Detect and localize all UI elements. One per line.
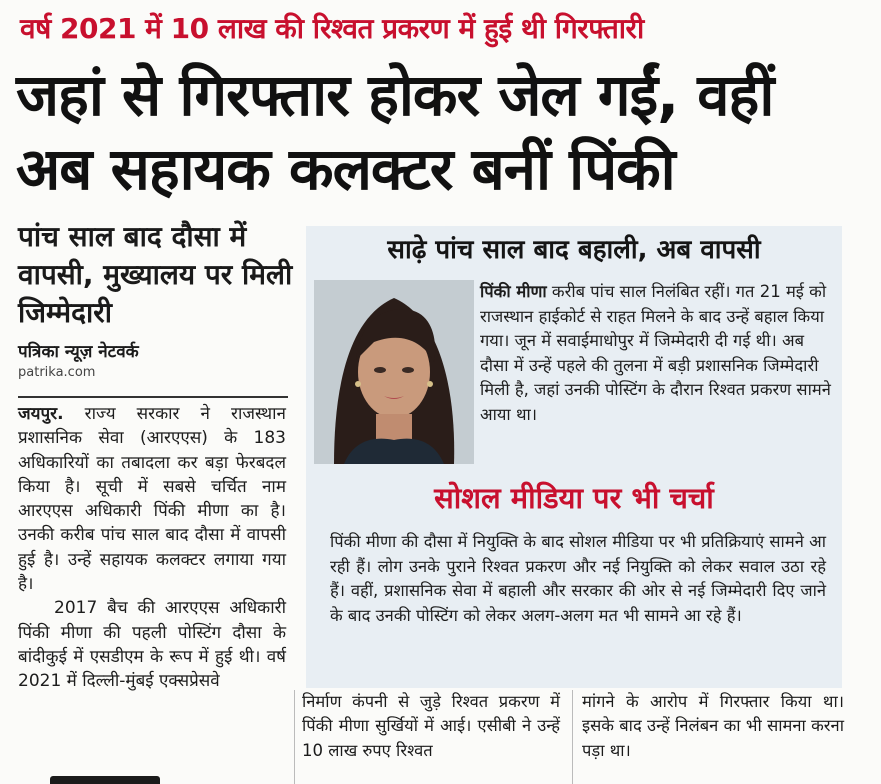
byline-divider: [18, 396, 288, 398]
article-body-column-1: [18, 402, 286, 694]
sidebar-box-name: पिंकी मीणा: [480, 282, 547, 301]
social-media-heading: सोशल मीडिया पर भी चर्चा: [434, 481, 714, 515]
column-divider: [294, 690, 295, 784]
portrait-illustration: [314, 280, 474, 464]
paragraph-2: 2017 बैच की आरएएस अधिकारी पिंकी मीणा की पहली पोस्टिंग दौसा के बांदीकुई में एसडीएम के रूप में हुई थी। वर्ष 2021 में दिल्ली-मुंबई एक्सप्रेसवे: [18, 598, 286, 692]
social-media-text: पिंकी मीणा की दौसा में नियुक्ति के बाद सोशल मीडिया पर भी प्रतिक्रियाएं सामने आ रही हैं। लोग उनके पुराने रिश्वत प्रकरण और नई नियुक्ति को लेकर सवाल उठा रहे हैं। वहीं, प्रशासनिक सेवा में बहाली और सरकार की ओर से नई जिम्मेदारी दिए जाने के बाद उनकी पोस्टिंग को लेकर अलग-अलग मत भी सामने आ रहे हैं।: [330, 532, 826, 625]
byline: [18, 340, 308, 382]
paragraph-1: [18, 402, 286, 596]
kicker-headline: वर्ष 2021 में 10 लाख की रिश्वत प्रकरण में हुई थी गिरफ्तारी: [20, 12, 644, 45]
sidebar-box-title: साढ़े पांच साल बाद बहाली, अब वापसी: [387, 235, 761, 265]
main-headline: [16, 58, 876, 206]
byline-agency: पत्रिका न्यूज़ नेटवर्क: [18, 342, 139, 362]
next-heading-fragment: [50, 776, 160, 784]
portrait-photo: [314, 280, 474, 464]
subheadline: पांच साल बाद दौसा में वापसी, मुख्यालय पर मिली जिम्मेदारी: [18, 220, 293, 329]
article-body-column-3: मांगने के आरोप में गिरफ्तार किया था। इसके बाद उन्हें निलंबन का भी सामना करना पड़ा था।: [582, 692, 844, 760]
dateline: जयपुर.: [18, 404, 64, 424]
headline-line-1: जहां से गिरफ्तार होकर जेल गईं, वहीं: [16, 61, 774, 129]
headline-line-2: अब सहायक कलक्टर बनीं पिंकी: [16, 135, 675, 203]
byline-site: patrika.com: [18, 365, 96, 380]
column-divider: [572, 690, 573, 784]
article-body-column-2: निर्माण कंपनी से जुड़े रिश्वत प्रकरण में पिंकी मीणा सुर्खियों में आई। एसीबी ने उन्हें 10 लाख रुपए रिश्वत: [302, 692, 560, 760]
paragraph-1-text: राज्य सरकार ने राजस्थान प्रशासनिक सेवा (आरएएस) के 183 अधिकारियों का तबादला कर बड़ा फेरबदल किया है। सूची में सबसे चर्चित नाम आरएएस अधिकारी पिंकी मीणा का है। उनकी करीब पांच साल बाद दौसा में वापसी हुई है। उन्हें सहायक कलक्टर लगाया गया है।: [18, 404, 286, 595]
sidebar-box-text: [480, 280, 836, 427]
sidebar-box-body: करीब पांच साल निलंबित रहीं। गत 21 मई को राजस्थान हाईकोर्ट से राहत मिलने के बाद उन्हें बहाल किया गया। जून में सवाईमाधोपुर में जिम्मेदारी दी गई थी। अब दौसा में उन्हें पहले की तुलना में बड़ी प्रशासनिक जिम्मेदारी मिली है, जहां उनकी पोस्टिंग के दौरान रिश्वत प्रकरण सामने आया था।: [480, 282, 831, 424]
